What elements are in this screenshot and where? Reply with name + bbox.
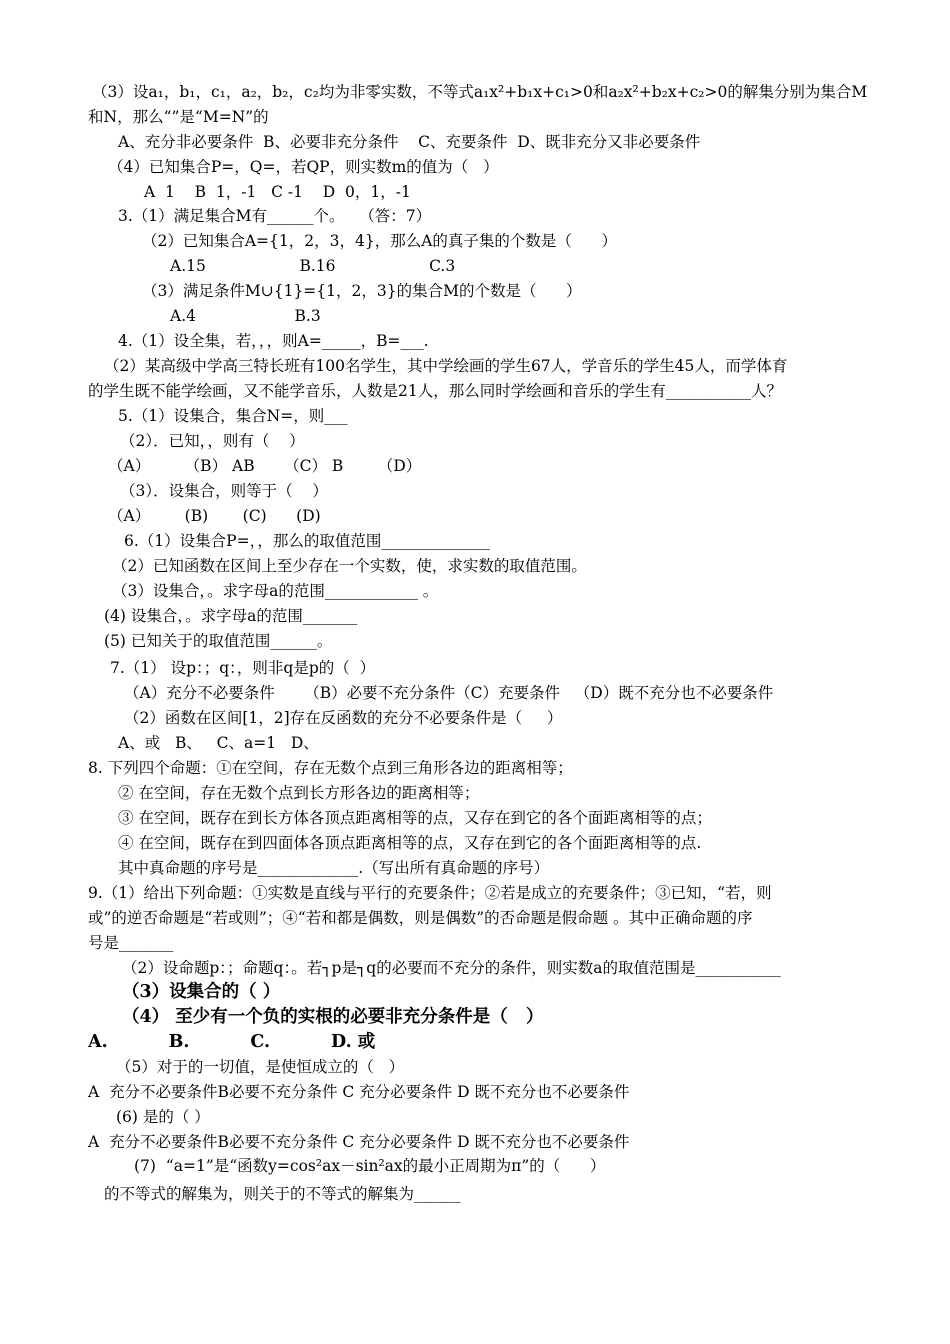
- q-line-4: （4）已知集合P=，Q=，若QP，则实数m的值为（ ）: [108, 158, 499, 176]
- q-line-8-2: ② 在空间，存在无数个点到长方形各边的距离相等；: [118, 784, 480, 802]
- q-options: （A）充分不必要条件 （B）必要不充分条件（C）充要条件 （D）既不充分也不必要条件: [124, 684, 774, 702]
- q-line-6-1: 6.（1）设集合P=，，那么的取值范围______________: [124, 532, 490, 550]
- q-line-2: 和N，那么“”是“M=N”的: [88, 108, 269, 126]
- q-line-6-4: (4) 设集合，。求字母a的范围_______: [104, 607, 358, 625]
- q-options: A. B. C. D. 或: [88, 1032, 376, 1052]
- q-line-1: （3）设a₁，b₁，c₁，a₂，b₂，c₂均为非零实数，不等式a₁x²+b₁x+c₁>0和a₂x²+b₂x+c₂>0的解集分别为集合M: [92, 83, 868, 101]
- q-line-3-3: （3）满足条件M∪{1}={1，2，3}的集合M的个数是（ ）: [142, 282, 582, 300]
- q-line-4-2: （2）某高级中学高三特长班有100名学生，其中学绘画的学生67人，学音乐的学生45人，而学体育: [104, 357, 788, 375]
- q-line-5-2: （2）．已知，，则有（ ）: [120, 432, 305, 450]
- q-line-9-6: (6) 是的（ ）: [116, 1108, 210, 1126]
- q-line-3-1: 3.（1）满足集合M有______个。 （答：7）: [118, 207, 432, 225]
- q-line-last: 的不等式的解集为，则关于的不等式的解集为______: [104, 1185, 461, 1203]
- q-line-9-2: （2）设命题p：；命题q：。若┐p是┐q的必要而不充分的条件，则实数a的取值范围是___________: [122, 959, 781, 977]
- q-line-6-5: (5) 已知关于的取值范围______。: [104, 632, 333, 650]
- q-line-9-1-cont: 或”的逆否命题是“若或则”；④“若和都是偶数，则是偶数”的否命题是假命题 。其中正确命题的序: [88, 909, 753, 927]
- q-line-5-3: （3）．设集合，则等于（ ）: [120, 482, 328, 500]
- q-options: （A） (B) (C) (D): [108, 507, 321, 525]
- q-line-7-2: （2）函数在区间[1，2]存在反函数的充分不必要条件是（ ）: [124, 709, 563, 727]
- q-line-8-3: ③ 在空间，既存在到长方体各顶点距离相等的点，又存在到它的各个面距离相等的点；: [118, 809, 712, 827]
- q-options: A 充分不必要条件B必要不充分条件 C 充分必要条件 D 既不充分也不必要条件: [88, 1133, 630, 1151]
- q-line-9-1-end: 号是_______: [88, 934, 174, 952]
- q-line-8: 8. 下列四个命题：①在空间，存在无数个点到三角形各边的距离相等；: [88, 759, 573, 777]
- q-line-9-5: （5）对于的一切值，是使恒成立的（ ）: [116, 1058, 405, 1076]
- q-options: A.4 B.3: [170, 307, 321, 325]
- q-line-9-3: （3）设集合的（ ）: [122, 982, 281, 1002]
- q-line-6-2: （2）已知函数在区间上至少存在一个实数，使，求实数的取值范围。: [112, 557, 587, 575]
- q-line-4-2-cont: 的学生既不能学绘画，又不能学音乐，人数是21人，那么同时学绘画和音乐的学生有___________人？: [88, 382, 782, 400]
- q-options: A.15 B.16 C.3: [170, 257, 456, 275]
- q-line-8-5: 其中真命题的序号是_____________.（写出所有真命题的序号）: [118, 859, 550, 877]
- q-line-8-4: ④ 在空间，既存在到四面体各顶点距离相等的点，又存在到它的各个面距离相等的点.: [118, 834, 702, 852]
- q-options: A、充分非必要条件 B、必要非充分条件 C、充要条件 D、既非充分又非必要条件: [118, 133, 701, 151]
- q-line-3-2: （2）已知集合A={1，2，3，4}，那么A的真子集的个数是（ ）: [142, 232, 617, 250]
- q-options: （A） （B） AB （C） B （D）: [108, 457, 422, 475]
- q-line-7-1: 7.（1） 设p：；q：，则非q是p的（ ）: [110, 659, 376, 677]
- q-options: A 充分不必要条件B必要不充分条件 C 充分必要条件 D 既不充分也不必要条件: [88, 1083, 630, 1101]
- q-options: A 1 B 1，-1 C -1 D 0，1，-1: [144, 183, 411, 201]
- q-line-4-1: 4.（1）设全集，若，，，则A=_____，B=___.: [118, 332, 429, 350]
- q-options: A、或 B、 C、a=1 D、: [118, 734, 319, 752]
- q-line-9-4: （4） 至少有一个负的实根的必要非充分条件是（ ）: [122, 1007, 544, 1027]
- q-line-5-1: 5.（1）设集合，集合N=，则___: [118, 407, 348, 425]
- q-line-9-1: 9.（1）给出下列命题：①实数是直线与平行的充要条件；②若是成立的充要条件；③已知，“若，则: [88, 884, 772, 902]
- q-line-6-3: （3）设集合，。求字母a的范围____________ 。: [112, 582, 439, 600]
- q-line-9-7: (7) “a=1”是“函数y=cos²ax－sin²ax的最小正周期为π”的（ ）: [134, 1157, 606, 1175]
